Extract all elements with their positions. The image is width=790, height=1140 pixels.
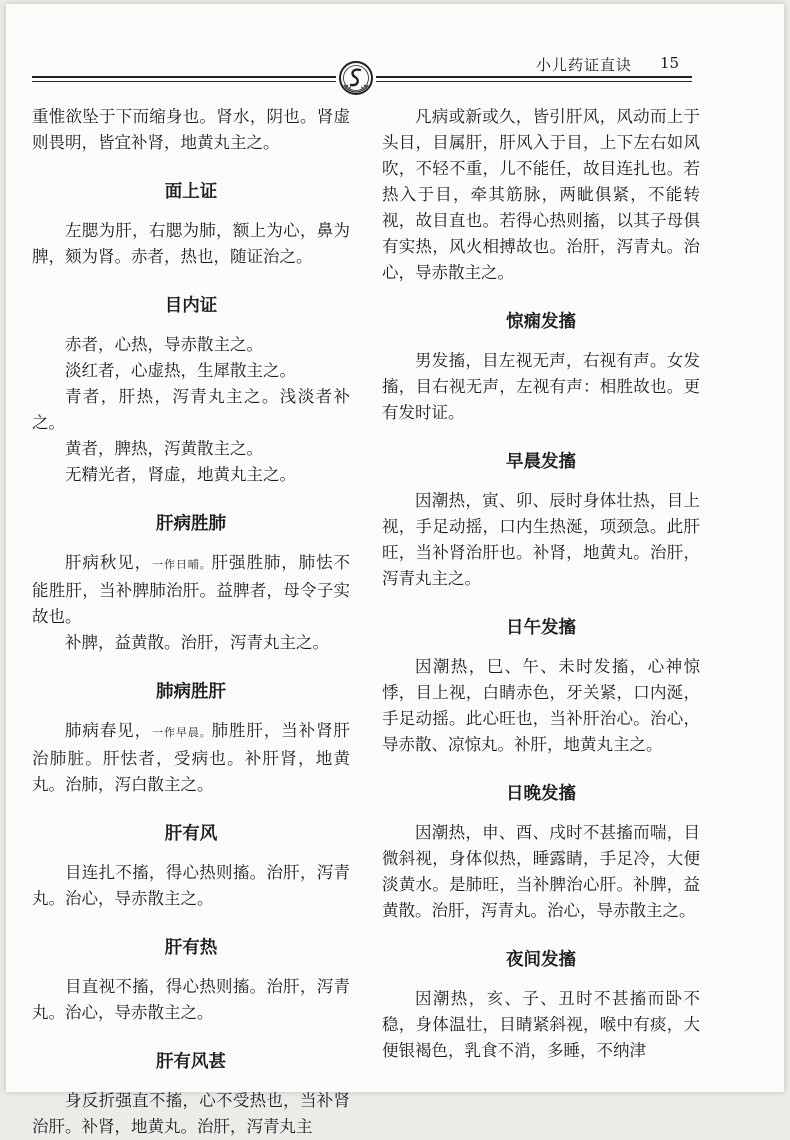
body-paragraph: 男发搐，目左视无声，右视有声。女发搐，目右视无声，左视有声：相胜故也。更有发时证。	[382, 351, 700, 422]
section-heading: 日午发搐	[506, 618, 576, 638]
body-paragraph: 青者，肝热，泻青丸主之。浅淡者补之。	[32, 387, 350, 432]
variant-note: 一作早晨。	[152, 726, 212, 739]
section-heading: 肝有热	[164, 938, 218, 958]
section-heading: 肝有风	[164, 824, 218, 844]
section-heading: 肝病胜肺	[156, 514, 226, 534]
paragraph-text: 肺病春见，	[65, 721, 153, 740]
body-paragraph: 凡病或新或久，皆引肝风，风动而上于头目，目属肝，肝风入于目，上下左右如风吹，不轻不重，儿不能任，故目连扎也。若热入于目，牵其筋脉，两眦俱紧，不能转视，故目直也。若得心热则搐，以其子母俱有实热，风火相搏故也。治肝，泻青丸。治心，导赤散主之。	[382, 107, 700, 282]
body-paragraph: 补脾，益黄散。治肝，泻青丸主之。	[65, 633, 329, 652]
section-heading: 夜间发搐	[506, 950, 576, 970]
right-column	[382, 104, 700, 1064]
section-heading: 惊痫发搐	[506, 312, 576, 332]
section-heading: 肝有风甚	[156, 1052, 226, 1072]
section-heading: 早晨发搐	[506, 452, 576, 472]
body-paragraph: 身反折强直不搐，心不受热也，当补肾治肝。补肾，地黄丸。治肝，泻青丸主	[32, 1091, 350, 1136]
body-paragraph: 左腮为肝，右腮为肺，额上为心，鼻为脾，颏为肾。赤者，热也，随证治之。	[32, 221, 350, 266]
variant-note: 一作日晡。	[152, 558, 212, 571]
body-paragraph: 赤者，心热，导赤散主之。	[65, 335, 263, 354]
left-column	[32, 104, 350, 1140]
section-heading: 日晚发搐	[506, 784, 576, 804]
body-paragraph: 黄者，脾热，泻黄散主之。	[65, 439, 263, 458]
paragraph-text: 肝病秋见，	[65, 553, 153, 572]
body-paragraph: 淡红者，心虚热，生犀散主之。	[65, 361, 296, 380]
body-paragraph: 因潮热，亥、子、丑时不甚搐而卧不稳，身体温壮，目睛紧斜视，喉中有痰，大便银褐色，乳食不消，多睡，不纳津	[382, 989, 700, 1060]
section-heading: 肺病胜肝	[156, 682, 226, 702]
section-heading: 面上证	[164, 182, 218, 202]
body-paragraph: 目连扎不搐，得心热则搐。治肝，泻青丸。治心，导赤散主之。	[32, 863, 350, 908]
body-paragraph	[32, 718, 350, 798]
body-paragraph: 因潮热，巳、午、未时发搐，心神惊悸，目上视，白睛赤色，牙关紧，口内涎，手足动摇。此心旺也，当补肝治心。治心，导赤散、凉惊丸。补肝，地黄丸主之。	[382, 657, 700, 754]
paragraph-text: 肺胜肝，当补肾肝治肺脏。肝怯者，受病也。补肝肾，地黄丸。治肺，泻白散主之。	[32, 721, 351, 794]
page-number: 15	[660, 54, 680, 72]
body-paragraph: 重惟欲坠于下而缩身也。肾水，阴也。肾虚则畏明，皆宜补肾，地黄丸主之。	[32, 107, 350, 152]
publisher-emblem-icon	[336, 58, 376, 98]
page-header	[6, 4, 784, 104]
body-paragraph: 因潮热，申、酉、戌时不甚搐而喘，目微斜视，身体似热，睡露睛，手足冷，大便淡黄水。是肺旺，当补脾治心肝。补脾，益黄散。治肝，泻青丸。治心，导赤散主之。	[382, 823, 700, 920]
running-title: 小儿药证直诀	[536, 56, 633, 74]
section-heading: 目内证	[164, 296, 218, 316]
body-paragraph: 无精光者，肾虚，地黄丸主之。	[65, 465, 296, 484]
body-paragraph: 因潮热，寅、卯、辰时身体壮热，目上视，手足动摇，口内生热涎，项颈急。此肝旺，当补肾治肝也。补肾，地黄丸。治肝，泻青丸主之。	[382, 491, 700, 588]
body-paragraph	[32, 550, 350, 630]
paragraph-text: 肝强胜肺，肺怯不能胜肝，当补脾肺治肝。益脾者，母令子实故也。	[32, 553, 351, 626]
body-paragraph: 目直视不搐，得心热则搐。治肝，泻青丸。治心，导赤散主之。	[32, 977, 350, 1022]
book-page	[6, 4, 784, 1136]
